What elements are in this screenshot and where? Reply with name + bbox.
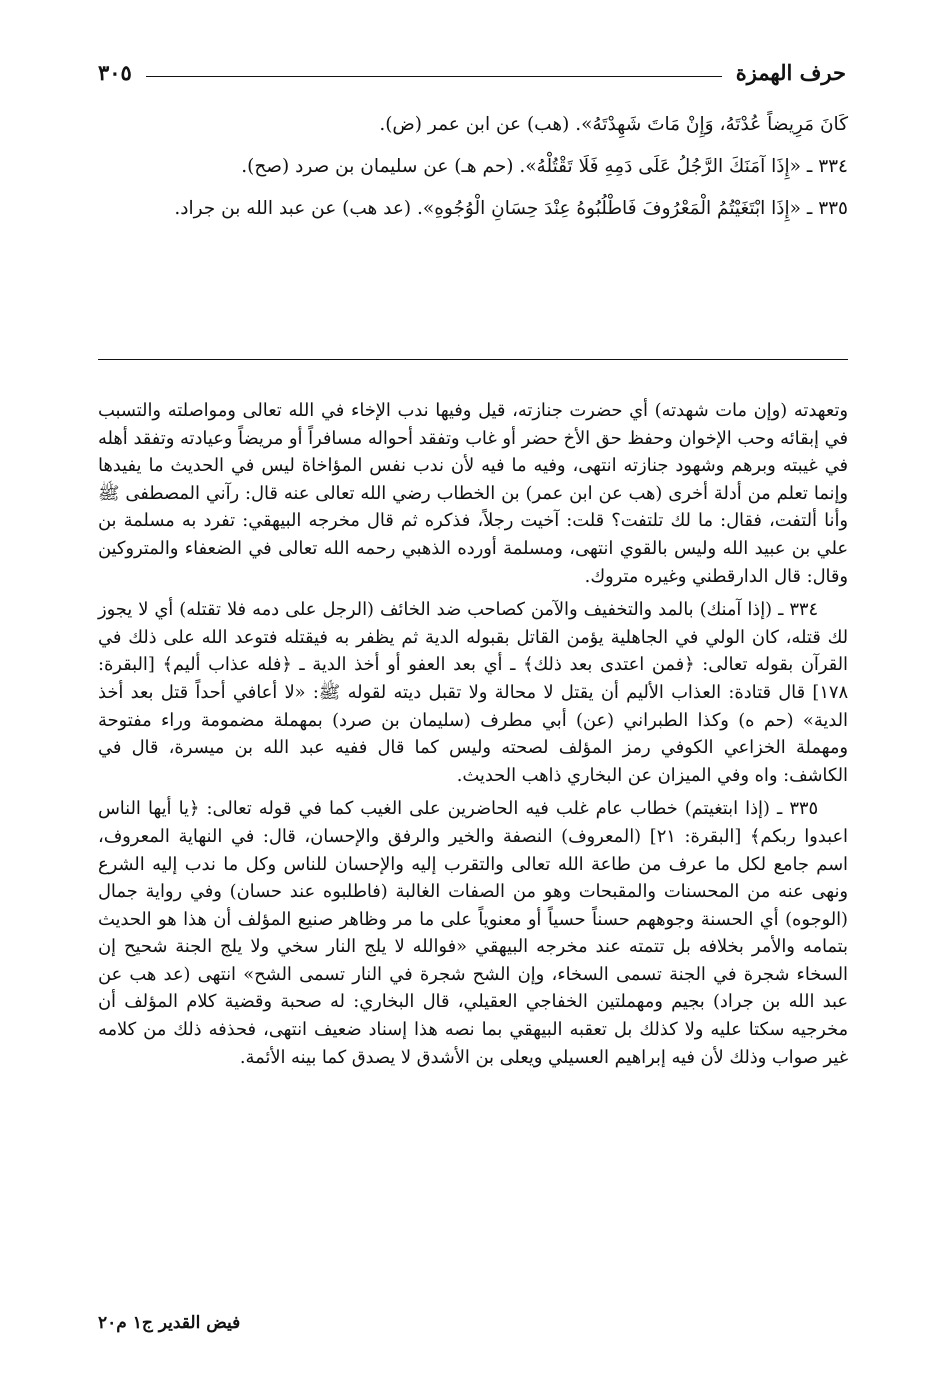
- section-divider: [98, 359, 848, 360]
- hadith-335: ٣٣٥ ـ «إِذَا ابْتَغَيْتُمُ الْمَعْرُوفَ فَاطْلُبُوهُ عِنْدَ حِسَانِ الْوُجُوهِ». (عد هب) عن عبد الله بن جراد.: [174, 198, 848, 219]
- hadith-line: كَانَ مَرِيضاً عُدْتَهُ، وَإِنْ مَاتَ شَهِدْتَهُ». (هب) عن ابن عمر (ض).: [379, 114, 848, 135]
- commentary-section: [98, 397, 848, 1077]
- commentary-paragraph-335: ٣٣٥ ـ (إذا ابتغيتم) خطاب عام غلب فيه الحاضرين على الغيب كما في قوله تعالى: ﴿يا أيها الناس اعبدوا ربكم﴾ [البقرة: ٢١] (المعروف) النصفة والخير والرفق والإحسان، قال: في النهاية المعروف، اسم جامع لكل ما عرف من طاعة الله تعالى والتقرب إليه والإحسان للناس وكل ما ندب إليه الشرع ونهى عنه من المحسنات والمقبحات وهو من الصفات الغالبة (فاطلبوه عند حسان) وفي رواية جمال (الوجوه) أي الحسنة وجوههم حسناً حسياً أو معنوياً على ما مر وظاهر صنيع المؤلف أن هذا هو الحديث بتمامه والأمر بخلافه بل تتمته عند مخرجه البيهقي «فوالله لا يلج النار سخي ولا يلج الجنة شحيح إن السخاء شجرة في الجنة تسمى السخاء، وإن الشح شجرة في النار تسمى الشح» انتهى (عد هب عن عبد الله بن جراد) بجيم ومهملتين الخفاجي العقيلي، قال البخاري: له صحبة وقضية كلام المؤلف أن مخرجيه سكتا عليه ولا كذلك بل تعقبه البيهقي بما نصه هذا إسناد ضعيف انتهى، فحذفه ذلك من كلامه غير صواب وذلك لأن فيه إبراهيم العسيلي ويعلى بن الأشدق لا يصدق كما بينه الأئمة.: [98, 798, 848, 1068]
- hadith-text-section: [98, 112, 848, 238]
- signature-mark: فيض القدير ج١ م٢٠: [98, 1313, 241, 1333]
- commentary-paragraph-334: ٣٣٤ ـ (إذا آمنك) بالمد والتخفيف والآمن كصاحب ضد الخائف (الرجل على دمه فلا تقتله) أي لا يجوز لك قتله، كان الولي في الجاهلية يؤمن القاتل بقبوله الدية ثم يظفر به فيقتله فتوعد الله على ذلك في القرآن بقوله تعالى: ﴿فمن اعتدى بعد ذلك﴾ ـ أي بعد العفو أو أخذ الدية ـ ﴿فله عذاب أليم﴾ [البقرة: ١٧٨] قال قتادة: العذاب الأليم أن يقتل لا محالة ولا تقبل ديته لقوله ﷺ: «لا أعافي أحداً قتل بعد أخذ الدية» (حم ه) وكذا الطبراني (عن) أبي مطرف (سليمان بن صرد) بمهملة مضمومة وراء مفتوحة ومهملة الخزاعي الكوفي رمز المؤلف لصحته وليس كما قال ففيه عبد الله بن ميسرة، قال في الكاشف: واه وفي الميزان عن البخاري ذاهب الحديث.: [98, 599, 848, 786]
- page-header: [98, 52, 846, 92]
- commentary-paragraph: وتعهدته (وإن مات شهدته) أي حضرت جنازته، قيل وفيها ندب الإخاء في الله تعالى ومواصلته والتسبب في إبقائه وحب الإخوان وحفظ حق الأخ حضر أو غاب وتفقد أحواله مسافراً أو مريضاً وعيادته وتفقد أهله في غيبته وبرهم وشهود جنازته انتهى، وفيه ما فيه لأن ندب نفس المؤاخاة ليس في الحديث ما يفيدها وإنما تعلم من أدلة أخرى (هب عن ابن عمر) بن الخطاب رضي الله تعالى عنه قال: رآني المصطفى ﷺ وأنا ألتفت، فقال: ما لك تلتفت؟ قلت: آخيت رجلاً، فذكره ثم قال مخرجه البيهقي: تفرد به مسلمة بن علي بن عبيد الله وليس بالقوي انتهى، ومسلمة أورده الذهبي رحمه الله تعالى في الضعفاء والمتروكين وقال: قال الدارقطني وغيره متروك.: [98, 400, 848, 587]
- page-number: ٣٠٥: [98, 59, 132, 85]
- header-rule: [146, 76, 722, 77]
- hadith-334: ٣٣٤ ـ «إِذَا آمَنَكَ الرَّجُلُ عَلَى دَمِهِ فَلَا تَقْتُلْهُ». (حم هـ) عن سليمان بن صرد (صح).: [241, 156, 848, 177]
- chapter-title: حرف الهمزة: [735, 59, 846, 85]
